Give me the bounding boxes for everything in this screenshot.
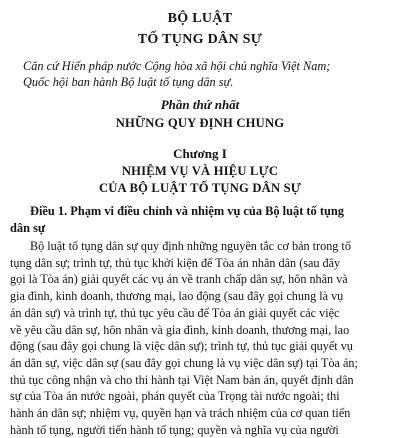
preamble-line: Căn cứ Hiến pháp nước Cộng hòa xã hội chủ nghĩa Việt Nam; — [23, 59, 331, 73]
chapter-title-line: CỦA BỘ LUẬT TỐ TỤNG DÂN SỰ — [98, 181, 302, 195]
part-label: Phần thứ nhất — [160, 97, 240, 112]
body-line: thủ tục công nhận và cho thi hành tại Việt Nam bản án, quyết định dân — [10, 372, 354, 387]
body-line: gia đình, kinh doanh, thương mại, lao động (sau đây gọi chung là vụ — [10, 289, 344, 304]
law-subtitle: TỐ TỤNG DÂN SỰ — [137, 32, 263, 47]
article-body — [10, 238, 398, 437]
body-line: hành án dân sự; nhiệm vụ, quyền hạn và trách nhiệm của cơ quan tiến — [10, 406, 351, 421]
body-line: án dân sự, việc dân sự (sau đây gọi chung là vụ việc dân sự) tại Tòa án; — [10, 355, 358, 370]
body-line: động (sau đây gọi chung là việc dân sự); trình tự, thủ tục giải quyết vụ — [10, 339, 353, 354]
body-line: tụng dân sự; trình tự, thủ tục khởi kiện để Tòa án nhân dân (sau đây — [10, 255, 341, 270]
preamble — [23, 58, 393, 90]
body-line: án dân sự) và trình tự, thủ tục yêu cầu để Tòa án giải quyết các việc — [10, 305, 340, 320]
part-title: NHỮNG QUY ĐỊNH CHUNG — [115, 116, 285, 130]
chapter-label: Chương I — [173, 146, 227, 161]
body-line: về yêu cầu dân sự, hôn nhân và gia đình, kinh doanh, thương mại, lao — [10, 322, 350, 337]
article-heading-line: Điều 1. Phạm vi điều chỉnh và nhiệm vụ của Bộ luật tố tụng — [30, 204, 344, 218]
chapter-title-line: NHIỆM VỤ VÀ HIỆU LỰC — [121, 164, 279, 178]
law-title: BỘ LUẬT — [167, 11, 233, 26]
body-line: hành tố tụng, người tiến hành tố tụng; quyền và nghĩa vụ của người — [10, 422, 339, 437]
body-line: gọi là Tòa án) giải quyết các vụ án về tranh chấp dân sự, hôn nhân và — [10, 272, 348, 287]
body-line: Bộ luật tố tụng dân sự quy định những nguyên tắc cơ bản trong tố — [30, 239, 351, 253]
article-heading — [0, 203, 400, 237]
article-heading-line: dân sự — [10, 221, 46, 235]
body-line: sự của Tòa án nước ngoài, phán quyết của Trọng tài nước ngoài; thi — [10, 389, 340, 404]
preamble-line: Quốc hội ban hành Bộ luật tố tụng dân sự. — [23, 75, 234, 89]
